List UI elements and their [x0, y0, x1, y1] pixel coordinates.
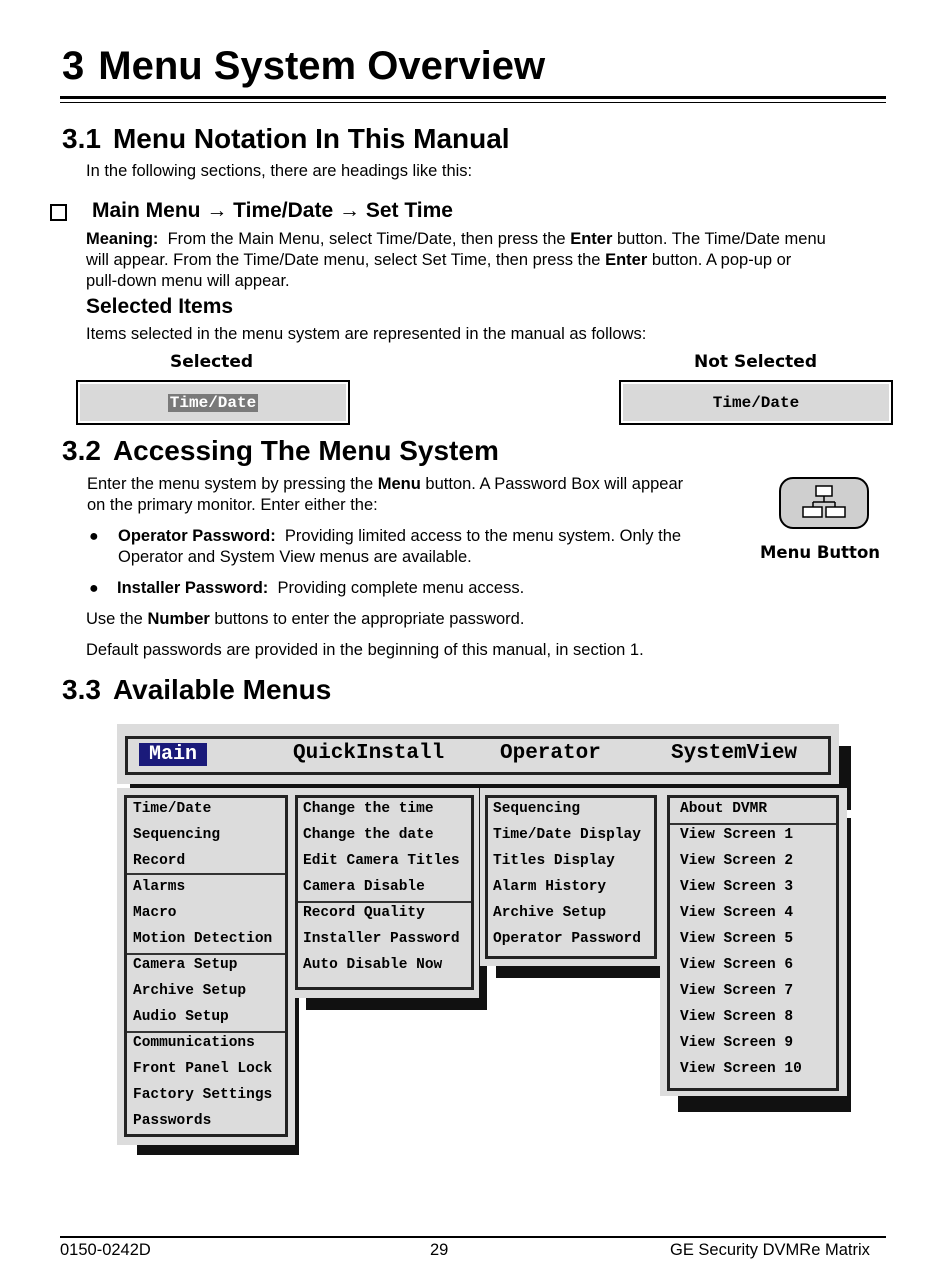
selected-example-value: Time/Date — [169, 393, 257, 412]
section-3-1-heading — [62, 123, 510, 155]
menubar-item-quickinstall[interactable]: QuickInstall — [293, 742, 445, 765]
systemview-menu-item[interactable]: About DVMR — [680, 801, 768, 817]
main-menu-item[interactable]: Front Panel Lock — [133, 1061, 273, 1077]
menubar-item-systemview[interactable]: SystemView — [671, 742, 798, 765]
footer-product: GE Security DVMRe Matrix — [670, 1241, 870, 1259]
enter-term: Enter — [570, 230, 613, 248]
menubar-item-operator[interactable]: Operator — [500, 742, 601, 765]
menu-button-icon — [779, 477, 869, 529]
para-text: Enter the menu system by pressing the — [87, 475, 374, 493]
section-3-2-heading — [62, 435, 499, 467]
section-title: Accessing The Menu System — [112, 435, 499, 466]
section-3-3-heading — [62, 674, 331, 706]
meaning-text: button. The Time/Date menu — [616, 230, 826, 248]
main-menu-item[interactable]: Audio Setup — [133, 1009, 229, 1025]
systemview-menu-item[interactable]: View Screen 9 — [680, 1035, 794, 1051]
selected-example-box — [76, 380, 350, 425]
chapter-rule-thin — [60, 102, 886, 103]
bullet-operator-password — [89, 526, 738, 568]
section-title: Available Menus — [112, 674, 332, 705]
main-menu-item[interactable]: Macro — [133, 905, 177, 921]
quickinstall-menu-item[interactable]: Record Quality — [303, 905, 425, 921]
chapter-title-text: Menu System Overview — [98, 44, 546, 88]
menu-term: Menu — [377, 475, 421, 493]
para-text: button. A Password Box will appear — [425, 475, 684, 493]
not-selected-label: Not Selected — [694, 352, 817, 372]
bullet-text: Providing limited access to the menu system. Only the — [284, 527, 682, 545]
main-menu-item[interactable]: Time/Date — [133, 801, 212, 817]
selected-items-heading: Selected Items — [86, 295, 234, 318]
footer-page-number: 29 — [430, 1241, 449, 1259]
main-menu-item[interactable]: Factory Settings — [133, 1087, 273, 1103]
systemview-menu-item[interactable]: View Screen 1 — [680, 827, 794, 843]
enter-term: Enter — [605, 251, 648, 269]
operator-menu-item[interactable]: Time/Date Display — [493, 827, 641, 843]
operator-menu-item[interactable]: Archive Setup — [493, 905, 607, 921]
section-number: 3.1 — [62, 123, 101, 154]
systemview-menu-item[interactable]: View Screen 2 — [680, 853, 794, 869]
quickinstall-menu-item[interactable]: Change the date — [303, 827, 434, 843]
section-3-2-paragraph — [87, 474, 747, 516]
systemview-menu-item[interactable]: View Screen 8 — [680, 1009, 794, 1025]
bullet-label: Operator Password: — [118, 527, 276, 545]
quickinstall-menu-item[interactable]: Installer Password — [303, 931, 460, 947]
para-text: Use the — [86, 610, 143, 628]
meaning-text: button. A pop-up or — [651, 251, 792, 269]
menubar-item-main[interactable]: Main — [139, 743, 207, 766]
operator-menu-item[interactable]: Titles Display — [493, 853, 615, 869]
bullet-label: Installer Password: — [117, 579, 269, 597]
section-number: 3.2 — [62, 435, 101, 466]
section-title: Menu Notation In This Manual — [112, 123, 510, 154]
chapter-rule — [60, 96, 886, 99]
example-heading: Main Menu → Time/Date → Set Time — [92, 199, 453, 222]
bullet-icon: ● — [89, 580, 99, 597]
operator-menu-item[interactable]: Alarm History — [493, 879, 607, 895]
bullet-installer-password — [89, 578, 737, 599]
main-menu-item[interactable]: Sequencing — [133, 827, 221, 843]
bullet-text: Operator and System View menus are available. — [118, 548, 472, 566]
section-3-1-intro: In the following sections, there are headings like this: — [86, 162, 473, 180]
menu-tree-icon — [781, 479, 867, 527]
meaning-label: Meaning: — [86, 230, 159, 248]
main-menu-item[interactable]: Archive Setup — [133, 983, 247, 999]
meaning-text: will appear. From the Time/Date menu, select Set Time, then press the — [86, 251, 601, 269]
main-menu-item[interactable]: Record — [133, 853, 186, 869]
para-text: on the primary monitor. Enter either the: — [87, 496, 378, 514]
main-menu-item[interactable]: Motion Detection — [133, 931, 273, 947]
meaning-paragraph — [86, 229, 886, 292]
number-buttons-text — [86, 609, 524, 630]
not-selected-example-value: Time/Date — [712, 393, 800, 412]
quickinstall-menu-item[interactable]: Change the time — [303, 801, 434, 817]
meaning-text: From the Main Menu, select Time/Date, then press the — [167, 230, 566, 248]
systemview-menu-item[interactable]: View Screen 5 — [680, 931, 794, 947]
systemview-menu-item[interactable]: View Screen 4 — [680, 905, 794, 921]
quickinstall-menu-item[interactable]: Auto Disable Now — [303, 957, 443, 973]
para-text: buttons to enter the appropriate password. — [214, 610, 525, 628]
default-passwords-text: Default passwords are provided in the beginning of this manual, in section 1. — [86, 641, 644, 659]
bullet-icon: ● — [89, 528, 99, 545]
main-menu-item[interactable]: Camera Setup — [133, 957, 238, 973]
selected-label: Selected — [170, 352, 254, 372]
main-menu-item[interactable]: Passwords — [133, 1113, 212, 1129]
systemview-menu-item[interactable]: View Screen 10 — [680, 1061, 802, 1077]
operator-menu-item[interactable]: Operator Password — [493, 931, 641, 947]
footer-doc-number: 0150-0242D — [60, 1241, 151, 1259]
operator-menu-item[interactable]: Sequencing — [493, 801, 581, 817]
footer-rule — [60, 1236, 886, 1238]
main-menu-item[interactable]: Alarms — [133, 879, 186, 895]
selected-items-text: Items selected in the menu system are represented in the manual as follows: — [86, 325, 647, 343]
chapter-number: 3 — [62, 44, 85, 88]
meaning-text: pull-down menu will appear. — [86, 272, 290, 290]
quickinstall-menu-item[interactable]: Edit Camera Titles — [303, 853, 460, 869]
number-term: Number — [147, 610, 210, 628]
systemview-menu-item[interactable]: View Screen 7 — [680, 983, 794, 999]
systemview-menu-item[interactable]: View Screen 3 — [680, 879, 794, 895]
menu-button-caption: Menu Button — [760, 543, 881, 562]
main-menu-item[interactable]: Communications — [133, 1035, 255, 1051]
systemview-menu-item[interactable]: View Screen 6 — [680, 957, 794, 973]
chapter-title — [62, 44, 545, 89]
bullet-text: Providing complete menu access. — [277, 579, 525, 597]
checkbox-icon — [50, 204, 67, 221]
quickinstall-menu-item[interactable]: Camera Disable — [303, 879, 425, 895]
not-selected-example-box — [619, 380, 893, 425]
section-number: 3.3 — [62, 674, 101, 705]
